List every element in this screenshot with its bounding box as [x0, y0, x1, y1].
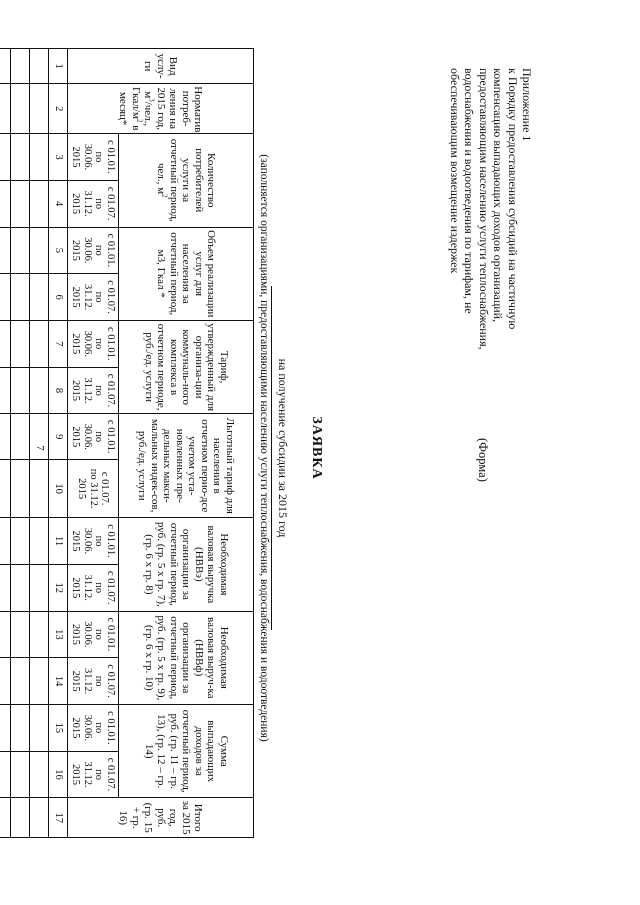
document-subtitle: на получение субсидии за 2015 год	[276, 358, 290, 538]
column-number: 1	[49, 49, 68, 84]
annex-line: водоснабжения и водоотведения по тарифам, не	[462, 68, 477, 314]
table-cell[interactable]	[30, 367, 49, 414]
table-cell[interactable]	[11, 49, 30, 84]
table-cell[interactable]	[30, 611, 49, 658]
header-nvv-e: Необходимая валовая выручка (НВВэ) организации за отчетный период, руб. (гр. 5 х гр. 7), (гр. 6 х гр. 8)	[119, 518, 254, 611]
table-cell[interactable]	[0, 134, 11, 181]
page-number: 7	[34, 445, 46, 451]
rotated-form-page	[0, 48, 546, 848]
table-cell[interactable]	[0, 704, 11, 751]
annex-line: компенсацию выпадающих доходов организаций,	[491, 68, 506, 323]
period-first-half: с 01.01. по 30.06. 2015	[68, 518, 119, 565]
table-cell[interactable]	[0, 798, 11, 838]
table-cell[interactable]	[11, 658, 30, 705]
period-second-half: с 01.07. по 31.12. 2015	[68, 564, 119, 611]
table-cell[interactable]	[0, 460, 11, 518]
table-cell[interactable]	[30, 460, 49, 518]
header-tariff: Тариф, утвержденный для организа-ции коммуналь-ного комплекса в отчетном периоде, руб./ед. услуги	[119, 320, 254, 413]
period-second-half: с 01.07. по 31.12. 2015	[68, 751, 119, 798]
table-cell[interactable]	[11, 274, 30, 321]
column-number: 7	[49, 320, 68, 367]
period-second-half: с 01.07. по 31.12. 2015	[68, 460, 119, 518]
table-cell[interactable]	[30, 414, 49, 460]
table-cell[interactable]	[30, 227, 49, 274]
table-cell[interactable]	[30, 84, 49, 134]
table-cell[interactable]	[30, 49, 49, 84]
period-second-half: с 01.07. по 31.12. 2015	[68, 274, 119, 321]
table-cell[interactable]	[30, 704, 49, 751]
table-cell[interactable]	[30, 658, 49, 705]
header-volume: Объем реализации услуг для населения за отчетный период, м3, Гкал *	[119, 227, 254, 320]
column-number: 14	[49, 658, 68, 705]
period-first-half: с 01.01. по 30.06. 2015	[68, 320, 119, 367]
table-cell[interactable]	[0, 274, 11, 321]
table-cell[interactable]	[11, 460, 30, 518]
table-cell[interactable]	[0, 180, 11, 227]
period-first-half: с 01.01. по 30.06. 2015	[68, 227, 119, 274]
table-cell[interactable]	[30, 518, 49, 565]
table-cell[interactable]	[11, 180, 30, 227]
table-cell[interactable]	[11, 320, 30, 367]
table-cell[interactable]	[11, 518, 30, 565]
period-second-half: с 01.07. по 31.12. 2015	[68, 367, 119, 414]
form-label: (Форма)	[476, 438, 490, 482]
annex-line: обеспечивающим возмещение издержек	[447, 68, 462, 274]
table-cell[interactable]	[11, 367, 30, 414]
period-first-half: с 01.01. по 30.06. 2015	[68, 611, 119, 658]
column-number: 9	[49, 414, 68, 460]
column-number-row	[49, 49, 68, 838]
table-cell[interactable]	[11, 84, 30, 134]
header-lost-income: Сумма выпадающих доходов за отчетный период, руб. (гр. 11 – гр. 13), (гр. 12 – гр. 14)	[119, 704, 254, 797]
table-cell[interactable]	[30, 798, 49, 838]
column-number: 12	[49, 564, 68, 611]
table-row	[30, 49, 49, 838]
table-cell[interactable]	[11, 564, 30, 611]
column-number: 10	[49, 460, 68, 518]
table-cell[interactable]	[30, 274, 49, 321]
table-cell[interactable]	[11, 414, 30, 460]
column-number: 2	[49, 84, 68, 134]
table-cell[interactable]	[0, 518, 11, 565]
table-cell[interactable]	[30, 134, 49, 181]
annex-line: к Порядку предоставления субсидий на частичную	[505, 68, 520, 330]
table-cell[interactable]	[0, 367, 11, 414]
column-number: 6	[49, 274, 68, 321]
header-preferential-tariff: Льготный тариф для населения в отчетном перио-дсе учетом уста-новленных пре-дельных макси-мальных индек-сов, руб./ед. услуги	[119, 414, 254, 518]
table-cell[interactable]	[11, 611, 30, 658]
table-cell[interactable]	[30, 751, 49, 798]
period-second-half: с 01.07. по 31.12. 2015	[68, 180, 119, 227]
table-cell[interactable]	[0, 611, 11, 658]
column-number: 15	[49, 704, 68, 751]
application-table	[0, 48, 254, 838]
table-cell[interactable]	[30, 320, 49, 367]
table-cell[interactable]	[11, 134, 30, 181]
table-cell[interactable]	[30, 564, 49, 611]
header-consumers: Количество потребителей услуги за отчетный период, чел., $м^2$	[119, 134, 254, 227]
header-total: Итого за 2015 год, руб. (гр. 15 + гр. 16)	[68, 798, 254, 838]
column-number: 4	[49, 180, 68, 227]
table-cell[interactable]	[0, 84, 11, 134]
table-cell[interactable]	[0, 658, 11, 705]
table-row	[11, 49, 30, 838]
header-nvv-f: Необходимая валовая выруч-ка (НВВф) организации за отчетный период, руб. (гр. 5 х гр. 9), (гр. 6 х гр. 10)	[119, 611, 254, 704]
column-number: 17	[49, 798, 68, 838]
table-cell[interactable]	[11, 798, 30, 838]
table-cell[interactable]	[0, 751, 11, 798]
period-first-half: с 01.01. по 30.06. 2015	[68, 704, 119, 751]
table-cell[interactable]	[0, 320, 11, 367]
column-number: 13	[49, 611, 68, 658]
header-service: Вид услу-ги	[68, 49, 254, 84]
annex-line: Приложение 1	[520, 68, 534, 142]
column-number: 11	[49, 518, 68, 565]
column-number: 16	[49, 751, 68, 798]
document-title: ЗАЯВКА	[309, 416, 324, 480]
annex-note	[448, 68, 534, 428]
subtitle-divider	[271, 286, 272, 630]
column-number: 5	[49, 227, 68, 274]
header-norm: Норматив потреб-ления на 2015 год, $м^3$/чел., Гкал/$м^2$ в месяц*	[68, 84, 254, 134]
period-first-half: с 01.01. по 30.06. 2015	[68, 414, 119, 460]
column-number: 8	[49, 367, 68, 414]
annex-line: предоставляющим населению услуги теплоснабжения,	[476, 68, 491, 350]
column-number: 3	[49, 134, 68, 181]
period-first-half: с 01.01. по 30.06. 2015	[68, 134, 119, 181]
table-cell[interactable]	[0, 414, 11, 460]
table-cell[interactable]	[0, 564, 11, 611]
period-second-half: с 01.07. по 31.12. 2015	[68, 658, 119, 705]
table-cell[interactable]	[11, 227, 30, 274]
table-cell[interactable]	[30, 180, 49, 227]
table-cell[interactable]	[0, 227, 11, 274]
table-row	[0, 49, 11, 838]
table-cell[interactable]	[11, 751, 30, 798]
table-cell[interactable]	[11, 704, 30, 751]
table-cell[interactable]	[0, 49, 11, 84]
subtitle-note: (заполняется организациями, предоставляющими населению услуги теплоснабжения, водоснабжения и водоотведения)	[258, 154, 270, 742]
